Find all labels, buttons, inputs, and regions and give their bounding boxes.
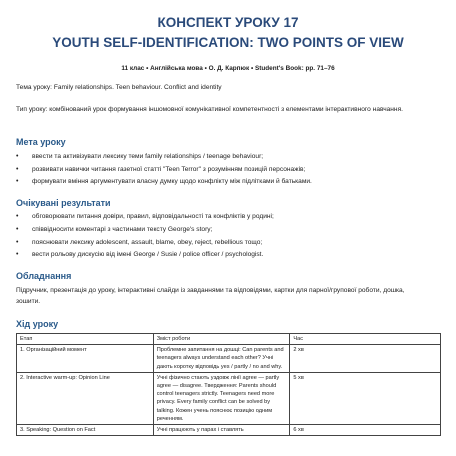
table-cell: 2. Interactive warm-up: Opinion Line xyxy=(17,372,154,424)
table-header-cell: Час xyxy=(290,334,441,345)
title-line-2: YOUTH SELF-IDENTIFICATION: TWO POINTS OF VIEW xyxy=(52,35,404,50)
equipment-text: Підручник, презентація до уроку, інтерактивні слайди із завданнями та відповідями, картки для парної/групової роботи, дошка, зошити. xyxy=(16,287,405,305)
table-row xyxy=(17,425,441,436)
goals-heading: Мета уроку xyxy=(16,137,66,147)
procedure-heading: Хід уроку xyxy=(16,319,59,329)
lesson-type: Тип уроку: комбінований урок формування іншомовної комунікативної компетентності з елементами інтерактивного навчання. xyxy=(16,106,403,113)
table-header-cell: Етап xyxy=(17,334,154,345)
table-row xyxy=(17,345,441,373)
lesson-topic: Тема уроку: Family relationships. Teen behaviour. Conflict and identity xyxy=(16,84,222,91)
table-cell: Учні працюють у парах і ставлять xyxy=(153,425,290,436)
equipment-heading: Обладнання xyxy=(16,271,72,281)
lesson-plan-page: КОНСПЕКТ УРОКУ 17 YOUTH SELF-IDENTIFICATION: TWO POINTS OF VIEW 11 клас • Англійська мова • О. Д. Карпюк • Student's Book: pp. 71–76 Тема уроку: Family relationships. Teen behaviour. Conflict and identity Тип уроку: комбінований урок формування іншомовної комунікативної компетентності з елементами інтерактивного навчання. Мета уроку • ввести та активізувати лексику теми family relationships / teenage behaviour; • розвивати навички читання газетної статті "Teen Terror" з розумінням позицій персонажів; • формувати вміння аргументувати власну думку щодо конфлікту між підлітками й батьками. Очікувані результати • обговорювати питання довіри, правил, відповідальності та конфліктів у родині; • співвідносити коментарі з частинами тексту George's story; • пояснювати лексику adolescent, assault, blame, obey, reject, rebellious тощо; • вести рольову дискусію від імені George / Susie / police officer / psychologist. Обладнання Підручник, презентація до уроку, інтерактивні слайди із завданнями та відповідями, картки для парної/групової роботи, дошка, зошити. Хід уроку Етап Зміст роботи Час 1. Організаційний момент Проблемне запитання на дошці: Can parents and teenagers always understand each other? Учні дають коротку відповідь yes / partly / no and why. 2 хв 2. Interactive warm-up: Opinion Line Учні фізично стають уздовж лінії agree — partly agree — disagree. Твердження: Parents should control teenagers strictly. Teenagers need more privacy. Every family conflict can be solved by talking. Кожен учень пояснює позицію одним реченням. 5 хв 3. Speaking: Question on Fact Учні працюють у парах і ставлять 6 хв xyxy=(0,0,456,456)
table-cell: Проблемне запитання на дошці: Can parents and teenagers always understand each other? Учні дають коротку відповідь yes / partly / no and why. xyxy=(153,345,290,373)
table-row xyxy=(17,372,441,424)
table-header-cell: Зміст роботи xyxy=(153,334,290,345)
lesson-meta: 11 клас • Англійська мова • О. Д. Карпюк • Student's Book: pp. 71–76 xyxy=(121,65,335,72)
results-heading: Очікувані результати xyxy=(16,198,111,208)
procedure-table xyxy=(16,333,441,436)
table-cell: 1. Організаційний момент xyxy=(17,345,154,373)
table-header-row xyxy=(17,334,441,345)
table-cell: 2 хв xyxy=(290,345,441,373)
title-line-1: КОНСПЕКТ УРОКУ 17 xyxy=(157,15,299,30)
table-cell: 3. Speaking: Question on Fact xyxy=(17,425,154,436)
table-cell: Учні фізично стають уздовж лінії agree — partly agree — disagree. Твердження: Parents should control teenagers strictly. Teenagers need more privacy. Every family conflict can be solved by talking. Кожен учень пояснює позицію одним реченням. xyxy=(153,372,290,424)
table-cell: 5 хв xyxy=(290,372,441,424)
table-cell: 6 хв xyxy=(290,425,441,436)
